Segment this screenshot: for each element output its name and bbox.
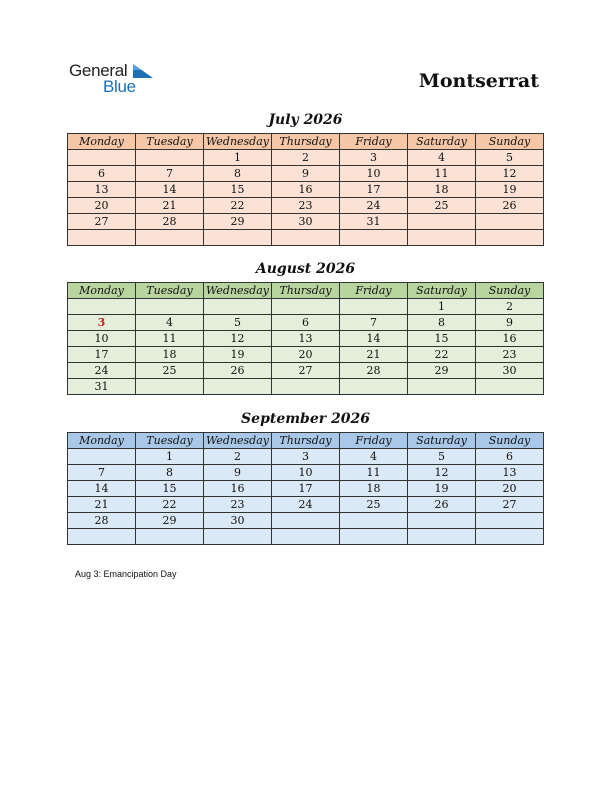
day-cell: 11 <box>340 465 408 481</box>
empty-day-cell <box>136 379 204 395</box>
empty-day-cell <box>204 299 272 315</box>
weekday-header-monday: Monday <box>68 134 136 150</box>
day-cell: 16 <box>204 481 272 497</box>
week-row <box>68 299 544 315</box>
country-title: Montserrat <box>418 70 539 92</box>
day-cell: 23 <box>272 198 340 214</box>
day-cell: 26 <box>476 198 544 214</box>
week-row <box>68 315 544 331</box>
day-cell: 25 <box>408 198 476 214</box>
empty-day-cell <box>408 230 476 246</box>
day-cell: 10 <box>68 331 136 347</box>
day-cell: 17 <box>340 182 408 198</box>
day-cell: 29 <box>408 363 476 379</box>
day-cell: 30 <box>272 214 340 230</box>
weekday-header-friday: Friday <box>340 134 408 150</box>
day-cell: 6 <box>68 166 136 182</box>
empty-day-cell <box>136 529 204 545</box>
day-cell: 22 <box>408 347 476 363</box>
empty-day-cell <box>68 230 136 246</box>
logo-text-general: General <box>69 61 128 80</box>
holiday-note: Aug 3: Emancipation Day <box>75 569 177 579</box>
weekday-header-wednesday: Wednesday <box>204 433 272 449</box>
logo-flag-icon <box>133 64 153 78</box>
week-row <box>68 465 544 481</box>
day-cell: 24 <box>68 363 136 379</box>
day-cell: 20 <box>476 481 544 497</box>
week-row <box>68 481 544 497</box>
empty-day-cell <box>340 513 408 529</box>
empty-day-cell <box>476 379 544 395</box>
day-cell: 9 <box>476 315 544 331</box>
weekday-header-thursday: Thursday <box>272 283 340 299</box>
weekday-header-saturday: Saturday <box>408 283 476 299</box>
day-cell: 22 <box>204 198 272 214</box>
day-cell: 1 <box>204 150 272 166</box>
day-cell: 5 <box>204 315 272 331</box>
day-cell: 25 <box>136 363 204 379</box>
week-row <box>68 363 544 379</box>
day-cell: 2 <box>272 150 340 166</box>
day-cell: 12 <box>476 166 544 182</box>
day-cell: 8 <box>136 465 204 481</box>
day-cell: 24 <box>272 497 340 513</box>
week-row <box>68 513 544 529</box>
empty-day-cell <box>204 529 272 545</box>
calendar-september <box>67 432 544 545</box>
day-cell: 23 <box>476 347 544 363</box>
weekday-header-tuesday: Tuesday <box>136 433 204 449</box>
empty-day-cell <box>340 299 408 315</box>
month-title-august: August 2026 <box>255 261 356 277</box>
day-cell: 14 <box>136 182 204 198</box>
day-cell: 30 <box>204 513 272 529</box>
day-cell: 10 <box>340 166 408 182</box>
week-row <box>68 449 544 465</box>
day-cell: 19 <box>204 347 272 363</box>
empty-day-cell <box>68 299 136 315</box>
day-cell: 13 <box>476 465 544 481</box>
day-cell: 6 <box>272 315 340 331</box>
day-cell: 10 <box>272 465 340 481</box>
week-row <box>68 347 544 363</box>
month-title-july: July 2026 <box>268 112 343 128</box>
day-cell: 19 <box>408 481 476 497</box>
empty-day-cell <box>136 150 204 166</box>
day-cell: 26 <box>408 497 476 513</box>
empty-day-cell <box>340 230 408 246</box>
weekday-header-row <box>68 433 544 449</box>
weekday-header-monday: Monday <box>68 283 136 299</box>
empty-day-cell <box>272 529 340 545</box>
empty-day-cell <box>68 150 136 166</box>
weekday-header-saturday: Saturday <box>408 134 476 150</box>
day-cell: 16 <box>272 182 340 198</box>
weekday-header-row <box>68 134 544 150</box>
empty-day-cell <box>476 529 544 545</box>
week-row <box>68 497 544 513</box>
week-row <box>68 214 544 230</box>
day-cell: 5 <box>476 150 544 166</box>
day-cell: 21 <box>340 347 408 363</box>
day-cell: 5 <box>408 449 476 465</box>
day-cell: 9 <box>272 166 340 182</box>
day-cell: 28 <box>340 363 408 379</box>
week-row <box>68 331 544 347</box>
day-cell: 11 <box>136 331 204 347</box>
week-row <box>68 529 544 545</box>
day-cell: 28 <box>136 214 204 230</box>
day-cell: 7 <box>340 315 408 331</box>
empty-day-cell <box>476 214 544 230</box>
day-cell: 31 <box>340 214 408 230</box>
week-row <box>68 198 544 214</box>
weekday-header-row <box>68 283 544 299</box>
empty-day-cell <box>136 230 204 246</box>
week-row <box>68 182 544 198</box>
day-cell: 4 <box>136 315 204 331</box>
day-cell: 16 <box>476 331 544 347</box>
day-cell: 19 <box>476 182 544 198</box>
day-cell: 26 <box>204 363 272 379</box>
day-cell: 17 <box>272 481 340 497</box>
weekday-header-thursday: Thursday <box>272 433 340 449</box>
weekday-header-wednesday: Wednesday <box>204 134 272 150</box>
day-cell: 6 <box>476 449 544 465</box>
weekday-header-monday: Monday <box>68 433 136 449</box>
day-cell: 15 <box>204 182 272 198</box>
day-cell: 18 <box>408 182 476 198</box>
day-cell: 7 <box>136 166 204 182</box>
empty-day-cell <box>476 513 544 529</box>
day-cell: 20 <box>272 347 340 363</box>
day-cell: 25 <box>340 497 408 513</box>
day-cell: 17 <box>68 347 136 363</box>
generalblue-logo <box>69 61 169 97</box>
weekday-header-sunday: Sunday <box>476 283 544 299</box>
day-cell: 28 <box>68 513 136 529</box>
day-cell: 3 <box>272 449 340 465</box>
empty-day-cell <box>272 513 340 529</box>
weekday-header-wednesday: Wednesday <box>204 283 272 299</box>
empty-day-cell <box>68 529 136 545</box>
empty-day-cell <box>272 379 340 395</box>
week-row <box>68 166 544 182</box>
empty-day-cell <box>408 379 476 395</box>
weekday-header-sunday: Sunday <box>476 134 544 150</box>
empty-day-cell <box>408 513 476 529</box>
empty-day-cell <box>408 214 476 230</box>
holiday-day-cell: 3 <box>68 315 136 331</box>
weekday-header-sunday: Sunday <box>476 433 544 449</box>
day-cell: 29 <box>136 513 204 529</box>
day-cell: 15 <box>408 331 476 347</box>
week-row <box>68 379 544 395</box>
empty-day-cell <box>408 529 476 545</box>
empty-day-cell <box>204 379 272 395</box>
weekday-header-friday: Friday <box>340 433 408 449</box>
day-cell: 20 <box>68 198 136 214</box>
day-cell: 4 <box>340 449 408 465</box>
empty-day-cell <box>340 529 408 545</box>
empty-day-cell <box>340 379 408 395</box>
empty-day-cell <box>68 449 136 465</box>
day-cell: 2 <box>476 299 544 315</box>
day-cell: 7 <box>68 465 136 481</box>
day-cell: 4 <box>408 150 476 166</box>
weekday-header-saturday: Saturday <box>408 433 476 449</box>
weekday-header-tuesday: Tuesday <box>136 134 204 150</box>
day-cell: 12 <box>408 465 476 481</box>
week-row <box>68 230 544 246</box>
day-cell: 27 <box>272 363 340 379</box>
calendar-august <box>67 282 544 395</box>
day-cell: 18 <box>136 347 204 363</box>
day-cell: 23 <box>204 497 272 513</box>
day-cell: 8 <box>408 315 476 331</box>
week-row <box>68 150 544 166</box>
day-cell: 1 <box>136 449 204 465</box>
empty-day-cell <box>136 299 204 315</box>
day-cell: 13 <box>272 331 340 347</box>
day-cell: 27 <box>68 214 136 230</box>
day-cell: 15 <box>136 481 204 497</box>
day-cell: 2 <box>204 449 272 465</box>
empty-day-cell <box>476 230 544 246</box>
day-cell: 22 <box>136 497 204 513</box>
empty-day-cell <box>204 230 272 246</box>
empty-day-cell <box>272 230 340 246</box>
day-cell: 11 <box>408 166 476 182</box>
day-cell: 24 <box>340 198 408 214</box>
day-cell: 14 <box>68 481 136 497</box>
day-cell: 31 <box>68 379 136 395</box>
day-cell: 21 <box>136 198 204 214</box>
day-cell: 30 <box>476 363 544 379</box>
calendar-july <box>67 133 544 246</box>
weekday-header-friday: Friday <box>340 283 408 299</box>
day-cell: 13 <box>68 182 136 198</box>
day-cell: 12 <box>204 331 272 347</box>
day-cell: 8 <box>204 166 272 182</box>
day-cell: 18 <box>340 481 408 497</box>
day-cell: 29 <box>204 214 272 230</box>
logo-text-blue: Blue <box>103 77 136 96</box>
day-cell: 21 <box>68 497 136 513</box>
weekday-header-thursday: Thursday <box>272 134 340 150</box>
day-cell: 1 <box>408 299 476 315</box>
day-cell: 27 <box>476 497 544 513</box>
day-cell: 9 <box>204 465 272 481</box>
month-title-september: September 2026 <box>241 411 370 427</box>
day-cell: 3 <box>340 150 408 166</box>
weekday-header-tuesday: Tuesday <box>136 283 204 299</box>
empty-day-cell <box>272 299 340 315</box>
day-cell: 14 <box>340 331 408 347</box>
